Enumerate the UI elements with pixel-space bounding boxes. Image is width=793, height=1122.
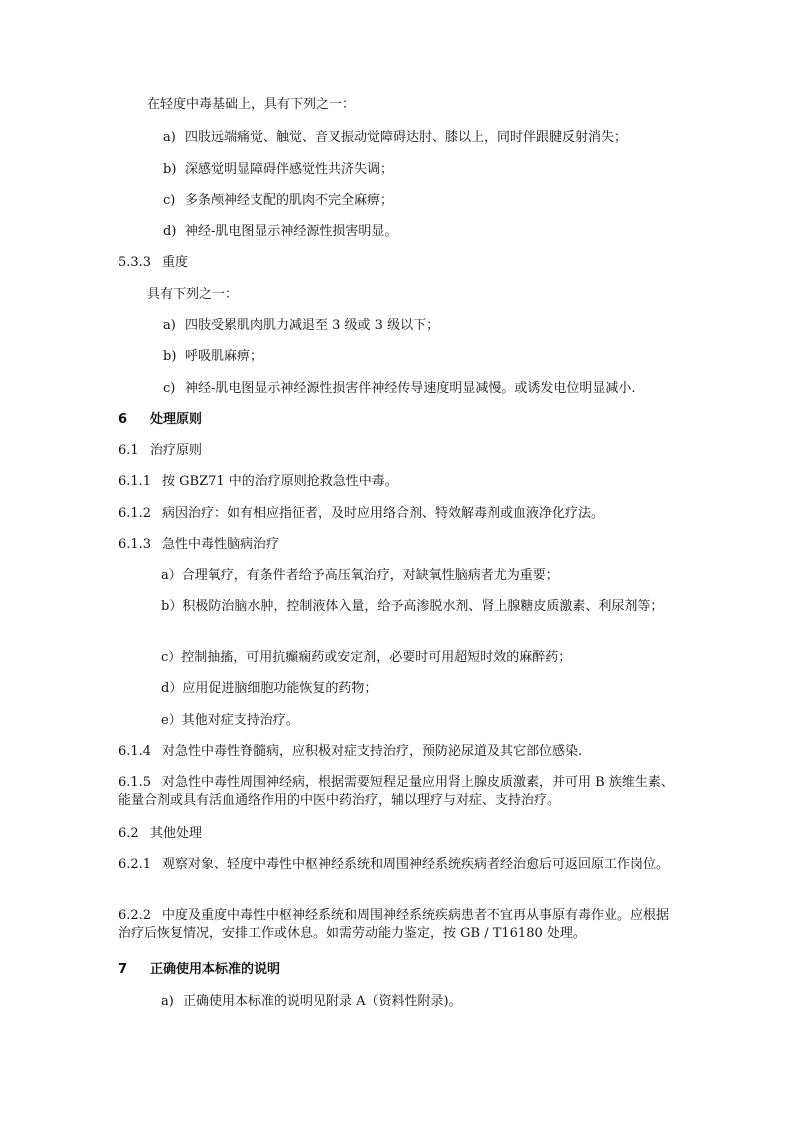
section-number: 6.1.3 (118, 537, 152, 552)
section-text: 对急性中毒性脊髓病，应积极对症支持治疗，预防泌尿道及其它部位感染. (162, 744, 583, 759)
section-number: 6.1.1 (118, 474, 152, 489)
section-number: 6.1.4 (118, 744, 152, 759)
item-mark: c) (163, 381, 176, 396)
section-7-heading (118, 961, 280, 979)
section-6-1-5 (118, 774, 674, 810)
item-text: 神经-肌电图显示神经源性损害伴神经传导速度明显减慢。或诱发电位明显减小. (185, 381, 636, 396)
list-item (163, 348, 263, 366)
section-title: 急性中毒性脑病治疗 (162, 537, 280, 552)
list-item (161, 680, 377, 698)
list-item (161, 649, 571, 667)
section-number: 6 (118, 412, 128, 427)
item-mark: a) (161, 994, 174, 1009)
item-mark: a) (163, 130, 176, 145)
item-mark: d) (163, 224, 177, 239)
section-6-1-1 (118, 473, 398, 491)
list-item (161, 598, 677, 616)
severe-intro: 具有下列之一： (147, 287, 239, 302)
section-title: 其他处理 (150, 826, 203, 841)
list-item (161, 567, 559, 585)
list-item (163, 380, 636, 398)
section-6-2-1 (118, 856, 674, 874)
list-item (163, 223, 397, 241)
list-item (163, 161, 393, 179)
item-text: 四肢受累肌肉肌力减退至 3 级或 3 级以下； (185, 318, 440, 333)
item-mark: b） (161, 599, 183, 614)
item-text: 多条颅神经支配的肌肉不完全麻痹； (185, 193, 394, 208)
section-6-1-4 (118, 743, 582, 761)
item-text: 深感觉明显障碍伴感觉性共济失调； (185, 162, 394, 177)
section-number: 5.3.3 (118, 255, 152, 270)
section-6-1 (118, 442, 202, 460)
item-mark: b) (163, 162, 177, 177)
section-text: 观察对象、轻度中毒性中枢神经系统和周围神经系统疾病者经治愈后可返回原工作岗位。 (162, 857, 670, 872)
section-text: 病因治疗：如有相应指征者，及时应用络合剂、特效解毒剂或血液净化疗法。 (162, 506, 605, 521)
section-number: 6.2.2 (118, 908, 152, 923)
section-title: 处理原则 (150, 412, 203, 427)
section-title: 正确使用本标准的说明 (150, 962, 281, 977)
section-title: 治疗原则 (150, 443, 203, 458)
section-title: 重度 (162, 255, 189, 270)
list-item (163, 317, 439, 335)
list-item (161, 993, 462, 1011)
section-number: 6.1.5 (118, 775, 152, 790)
section-number: 6.1 (118, 443, 139, 458)
item-text: 神经-肌电图显示神经源性损害明显。 (185, 224, 398, 239)
list-item (161, 712, 299, 730)
item-text: 其他对症支持治疗。 (181, 713, 299, 728)
item-mark: c） (161, 650, 182, 665)
section-5-3-3 (118, 254, 188, 272)
item-mark: e） (161, 713, 182, 728)
section-number: 6.2.1 (118, 857, 152, 872)
section-number: 7 (118, 962, 128, 977)
list-item (163, 192, 393, 210)
item-text: 应用促进脑细胞功能恢复的药物； (182, 681, 378, 696)
section-6-2-2 (118, 907, 674, 943)
item-text: 四肢远端痛觉、触觉、音叉振动觉障碍达肘、膝以上，同时伴跟腱反射消失； (185, 130, 628, 145)
section-6-1-3 (118, 536, 279, 554)
section-text: 中度及重度中毒性中枢神经系统和周围神经系统疾病患者不宜再从事原有毒作业。应根据治疗后恢复情况，安排工作或休息。如需劳动能力鉴定，按 GB / T16180 处理。 (118, 908, 670, 941)
item-mark: a） (161, 568, 182, 583)
item-mark: d） (161, 681, 183, 696)
section-6-2 (118, 825, 202, 843)
intro-text: 在轻度中毒基础上，具有下列之一： (147, 97, 356, 112)
section-number: 6.2 (118, 826, 139, 841)
list-item (163, 129, 627, 147)
section-6-heading (118, 411, 202, 429)
item-text: 控制抽搐，可用抗癫痫药或安定剂，必要时可用超短时效的麻醉药； (181, 650, 572, 665)
item-text: 积极防治脑水肿，控制液体入量，给予高渗脱水剂、肾上腺糖皮质激素、利尿剂等； (182, 599, 664, 614)
section-6-1-2 (118, 505, 604, 523)
item-text: 呼吸肌麻痹； (185, 349, 264, 364)
item-mark: c) (163, 193, 176, 208)
item-mark: b) (163, 349, 177, 364)
section-text: 按 GBZ71 中的治疗原则抢救急性中毒。 (162, 474, 398, 489)
section-text: 对急性中毒性周围神经病，根据需要短程足量应用肾上腺皮质激素，并可用 B 族维生素、能量合剂或具有活血通络作用的中医中药治疗，辅以理疗与对症、支持治疗。 (118, 775, 674, 808)
item-text: 正确使用本标准的说明见附录 A（资料性附录)。 (183, 994, 462, 1009)
item-mark: a) (163, 318, 176, 333)
item-text: 合理氧疗，有条件者给予高压氧治疗，对缺氧性脑病者尤为重要； (181, 568, 559, 583)
section-number: 6.1.2 (118, 506, 152, 521)
